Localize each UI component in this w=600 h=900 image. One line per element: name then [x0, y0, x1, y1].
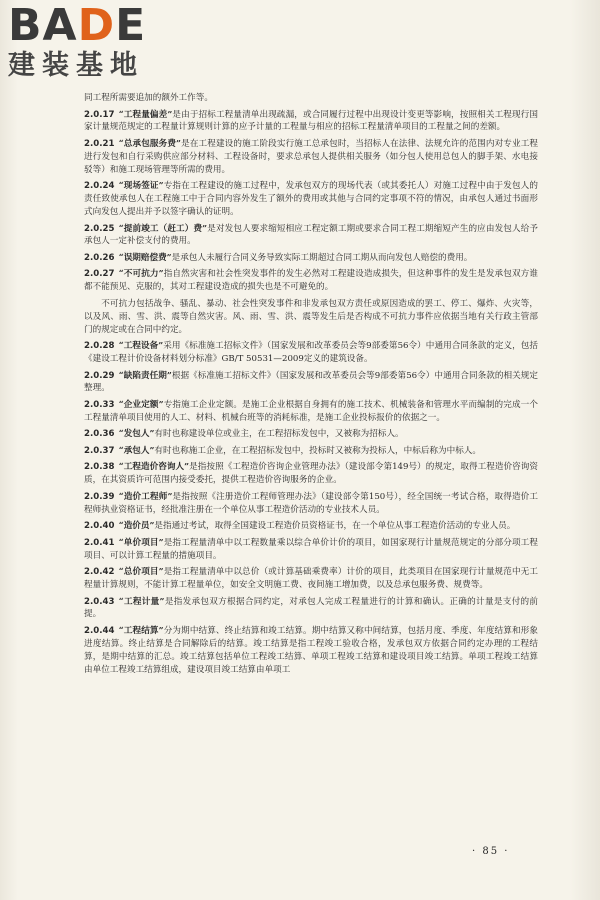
logo-letter-e: E — [115, 0, 147, 51]
paragraph-text: 是指工程量清单中以总价（或计算基础乘费率）计价的项目，此类项目在国家现行计量规范中无工程量计算规则，不能计算工程量单位，如安全文明施工费、夜间施工增加费，以及总承包服务费、规费等。 — [84, 567, 538, 590]
paragraph-text: 不可抗力包括战争、骚乱、暴动、社会性突发事件和非发承包双方责任或原因造成的罢工、停工、爆炸、火灾等，以及风、雨、雪、洪、震等自然灾害。风、雨、雪、洪、震等发生后是否构成不可抗力事件应依据当地有关行政主管部门的规定或在合同中约定。 — [84, 298, 538, 335]
paragraph-text: 是指工程量清单中以工程数量乘以综合单价计价的项目，如国家现行计量规范规定的分部分项工程项目、可以计算工程量的措施项目。 — [84, 537, 538, 561]
logo-letters-ba: BA — [8, 0, 78, 51]
clause-number: 2.0.33 — [84, 399, 115, 410]
clause-number: 2.0.36 — [84, 429, 115, 440]
clause-number: 2.0.43 — [84, 596, 115, 607]
clause-number: 2.0.39 — [84, 491, 115, 502]
paragraph — [84, 537, 538, 563]
defined-term: “工程量偏差” — [118, 109, 173, 120]
paragraph-text: 根据《标准施工招标文件》（国家发展和改革委员会等9部委第56令）中通用合同条款的相关规定整理。 — [84, 370, 538, 394]
clause-number: 2.0.38 — [84, 462, 115, 473]
paragraph-text: 是指通过考试，取得全国建设工程造价员资格证书，在一个单位从事工程造价活动的专业人员。 — [154, 521, 516, 532]
logo-wordmark — [8, 0, 178, 51]
paragraph-text: 有时也称建设单位或业主，在工程招标发包中，又被称为招标人。 — [154, 429, 404, 440]
clause-number: 2.0.44 — [84, 625, 115, 636]
logo-subtitle: 建装基地 — [8, 50, 144, 81]
paragraph — [84, 180, 538, 219]
paragraph — [84, 445, 538, 458]
document-body — [84, 92, 538, 680]
paragraph — [84, 399, 538, 425]
brand-logo — [8, 0, 178, 90]
paragraph — [84, 566, 538, 592]
paragraph — [84, 520, 538, 533]
defined-term: “误期赔偿费” — [118, 252, 172, 263]
defined-term: “总承包服务费” — [118, 138, 181, 149]
clause-number: 2.0.41 — [84, 537, 115, 548]
paragraph — [84, 252, 538, 265]
paragraph-text: 专指在工程建设的施工过程中，发承包双方的现场代表（或其委托人）对施工过程中由于发包人的责任致使承包人在工程施工中于合同内容外发生了额外的费用或其他与合同约定事项不符的情况，由承包人通过书面形式向发包人提出并予以签字确认的证明。 — [84, 181, 538, 218]
defined-term: “总价项目” — [118, 567, 164, 578]
clause-number: 2.0.21 — [84, 138, 115, 149]
defined-term: “提前竣工（赶工）费” — [118, 223, 208, 234]
defined-term: “缺陷责任期” — [118, 370, 172, 381]
defined-term: “工程造价咨询人” — [118, 462, 190, 473]
defined-term: “造价工程师” — [118, 491, 173, 502]
paragraph — [84, 491, 538, 517]
clause-number: 2.0.26 — [84, 252, 115, 263]
defined-term: “现场签证” — [118, 181, 164, 192]
paragraph — [84, 109, 538, 135]
paragraph — [84, 370, 538, 396]
paragraph-text: 是对发包人要求缩短相应工程定额工期或要求合同工程工期缩短产生的应由发包人给予承包人一定补偿支付的费用。 — [84, 223, 538, 247]
page-number: · 85 · — [472, 846, 510, 857]
paragraph — [84, 92, 538, 105]
paragraph-text: 分为期中结算、终止结算和竣工结算。期中结算又称中间结算，包括月度、季度、年度结算和形象进度结算。终止结算是合同解除后的结算。竣工结算是指工程竣工验收合格，发承包双方依据合同约定办理的工程结算，是期中结算的汇总。竣工结算包括单位工程竣工结算、单项工程竣工结算和建设项目竣工结算。单项工程竣工结算由单位工程竣工结算组成，建设项目竣工结算由单项工 — [84, 625, 538, 675]
paragraph — [84, 428, 538, 441]
paragraph-text: 是在工程建设的施工阶段实行施工总承包时，当招标人在法律、法规允许的范围内对专业工程进行发包和自行采购供应部分材料、工程设备时，要求总承包人提供相关服务（如分包人使用总包人的脚手架、水电接驳等）和施工现场管理等所需的费用。 — [84, 138, 538, 175]
clause-number: 2.0.37 — [84, 445, 115, 456]
defined-term: “不可抗力” — [118, 269, 164, 280]
paragraph — [84, 461, 538, 487]
clause-number: 2.0.42 — [84, 567, 115, 578]
paragraph-text: 有时也称施工企业，在工程招标发包中，投标时又被称为投标人，中标后称为中标人。 — [154, 445, 481, 456]
paragraph-text: 指自然灾害和社会性突发事件的发生必然对工程建设造成损失，但这种事件的发生是发承包双方谁都不能预见、克服的，其对工程建设造成的损失也是不可避免的。 — [84, 269, 538, 293]
defined-term: “工程设备” — [118, 341, 164, 352]
paragraph-text: 是由于招标工程量清单出现疏漏，或合同履行过程中出现设计变更等影响，按照相关工程现行国家计量规范规定的工程量计算规则计算的应予计量的工程量与相应的招标工程量清单项目的工程量之间的差额。 — [84, 109, 538, 133]
paragraph-text: 是指按照《工程造价咨询企业管理办法》（建设部令第149号）的规定，取得工程造价咨询资质，在其资质许可范围内接受委托，提供工程造价咨询服务的企业。 — [84, 462, 539, 486]
clause-number: 2.0.17 — [84, 109, 115, 120]
defined-term: “承包人” — [118, 445, 155, 456]
clause-number: 2.0.24 — [84, 181, 115, 192]
paragraph — [84, 298, 538, 337]
paragraph-text: 是指发承包双方根据合同约定，对承包人完成工程量进行的计算和确认。正确的计量是支付的前提。 — [84, 596, 538, 620]
defined-term: “企业定额” — [118, 399, 164, 410]
paragraph — [84, 138, 538, 177]
paragraph — [84, 625, 538, 677]
clause-number: 2.0.25 — [84, 223, 115, 234]
paragraph — [84, 268, 538, 294]
clause-number: 2.0.29 — [84, 370, 115, 381]
logo-letter-d: D — [77, 0, 116, 51]
defined-term: “造价员” — [118, 521, 155, 532]
paragraph-text: 同工程所需要追加的额外工作等。 — [84, 93, 213, 103]
defined-term: “工程计量” — [118, 596, 165, 607]
paragraph — [84, 223, 538, 249]
defined-term: “工程结算” — [118, 625, 164, 636]
paragraph-text: 是指按照《注册造价工程师管理办法》（建设部令第150号），经全国统一考试合格，取得造价工程师执业资格证书，经批准注册在一个单位从事工程造价活动的专业技术人员。 — [84, 491, 538, 515]
clause-number: 2.0.28 — [84, 341, 115, 352]
clause-number: 2.0.40 — [84, 521, 115, 532]
defined-term: “单价项目” — [118, 537, 164, 548]
paragraph — [84, 340, 538, 366]
paragraph-text: 是承包人未履行合同义务导致实际工期超过合同工期从而向发包人赔偿的费用。 — [171, 252, 473, 263]
paragraph-text: 采用《标准施工招标文件》（国家发展和改革委员会等9部委第56令）中通用合同条款的定义，包括《建设工程计价设备材料划分标准》GB/T 50531—2009定义的建筑设备。 — [84, 341, 539, 365]
clause-number: 2.0.27 — [84, 269, 115, 280]
defined-term: “发包人” — [118, 429, 155, 440]
paragraph-text: 专指施工企业定额。是施工企业根据自身拥有的施工技术、机械装备和管理水平而编制的完成一个工程量清单项目使用的人工、材料、机械台班等的消耗标准，是施工企业投标报价的依据之一。 — [84, 399, 538, 423]
paragraph — [84, 596, 538, 622]
